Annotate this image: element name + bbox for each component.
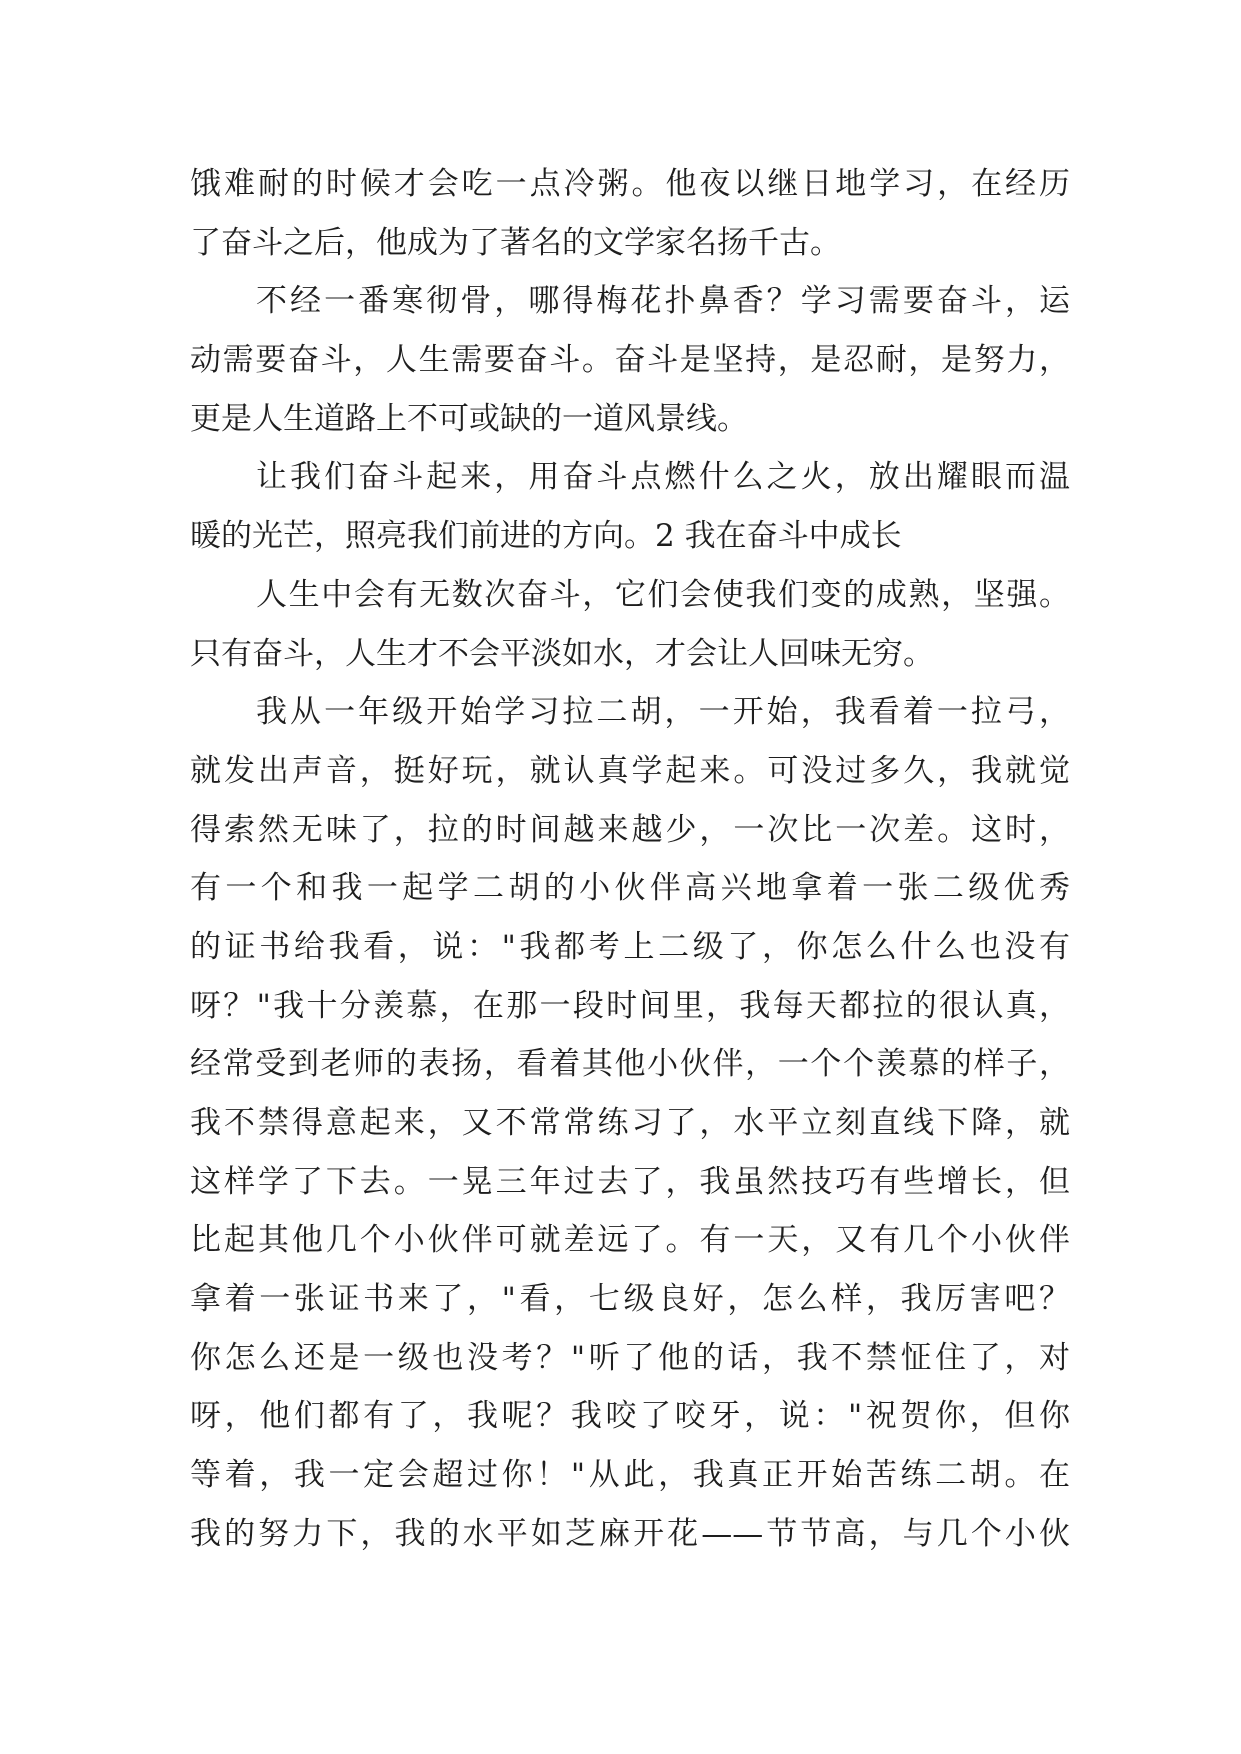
text-line: 这样学了下去。一晃三年过去了，我虽然技巧有些增长，但 xyxy=(190,1163,1070,1200)
text-line: 暖的光芒，照亮我们前进的方向。2 我在奋斗中成长 xyxy=(190,518,902,555)
text-line: 有一个和我一起学二胡的小伙伴高兴地拿着一张二级优秀 xyxy=(190,870,1070,907)
text-line: 了奋斗之后，他成为了著名的文学家名扬千古。 xyxy=(190,224,841,261)
text-line: 我从一年级开始学习拉二胡，一开始，我看着一拉弓， xyxy=(256,694,1070,731)
text-line: 就发出声音，挺好玩，就认真学起来。可没过多久，我就觉 xyxy=(190,752,1070,789)
text-line: 不经一番寒彻骨，哪得梅花扑鼻香？学习需要奋斗，运 xyxy=(256,283,1070,320)
text-line: 饿难耐的时候才会吃一点冷粥。他夜以继日地学习，在经历 xyxy=(190,166,1070,202)
text-line: 等着，我一定会超过你！"从此，我真正开始苦练二胡。在 xyxy=(190,1457,1070,1494)
text-line: 我不禁得意起来，又不常常练习了，水平立刻直线下降，就 xyxy=(190,1105,1070,1141)
text-line: 人生中会有无数次奋斗，它们会使我们变的成熟，坚强。 xyxy=(256,576,1070,613)
text-line: 让我们奋斗起来，用奋斗点燃什么之火，放出耀眼而温 xyxy=(256,459,1070,496)
text-line: 得索然无味了，拉的时间越来越少，一次比一次差。这时， xyxy=(190,811,1070,848)
text-line: 更是人生道路上不可或缺的一道风景线。 xyxy=(190,400,748,437)
text-line: 呀？"我十分羡慕，在那一段时间里，我每天都拉的很认真， xyxy=(190,987,1070,1024)
body-text xyxy=(190,155,1070,1564)
text-line: 只有奋斗，人生才不会平淡如水，才会让人回味无穷。 xyxy=(190,635,934,672)
text-line: 你怎么还是一级也没考？"听了他的话，我不禁怔住了，对 xyxy=(190,1339,1070,1376)
text-line: 呀，他们都有了，我呢？我咬了咬牙，说："祝贺你，但你 xyxy=(190,1398,1070,1435)
text-line: 的证书给我看，说："我都考上二级了，你怎么什么也没有 xyxy=(190,928,1070,965)
text-line: 经常受到老师的表扬，看着其他小伙伴，一个个羡慕的样子， xyxy=(190,1046,1070,1083)
text-line: 我的努力下，我的水平如芝麻开花——节节高，与几个小伙 xyxy=(190,1515,1070,1552)
text-line: 动需要奋斗，人生需要奋斗。奋斗是坚持，是忍耐，是努力， xyxy=(190,342,1070,379)
text-line: 比起其他几个小伙伴可就差远了。有一天，又有几个小伙伴 xyxy=(190,1222,1070,1259)
text-line: 拿着一张证书来了，"看，七级良好，怎么样，我厉害吧？ xyxy=(190,1281,1070,1318)
